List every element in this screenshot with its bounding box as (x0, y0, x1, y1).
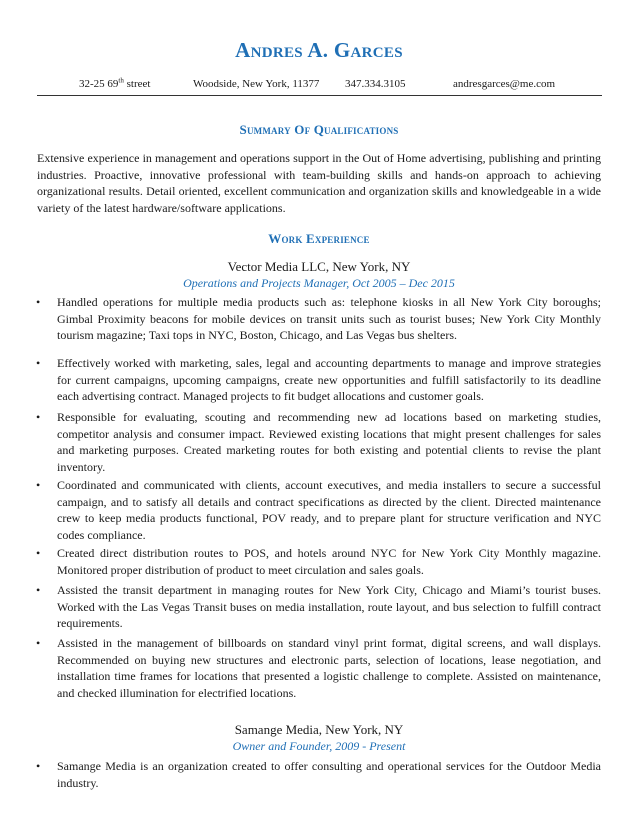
bullet-glyph: • (36, 583, 41, 597)
contact-city: Woodside, New York, 11377 (193, 78, 320, 90)
work-heading: Work Experience (268, 231, 370, 246)
job-bullet: Coordinated and communicated with clients, account executives, and media installers to secure a successful campaign, and to satisfy all details and contract specifications as directed by the client. Directed maintenance crew to keep media products functional, POV ready, and to prepare plant for structure verification and NYC codes compliance. (57, 478, 601, 542)
bullet-glyph: • (36, 356, 41, 370)
job-bullet: Samange Media is an organization created to offer consulting and operational services for the Outdoor Media industry. (57, 759, 601, 790)
job-bullet: Handled operations for multiple media products such as: telephone kiosks in all New York City boroughs; Gimbal Proximity beacons for mobile devices on transit units such as tourist buses; New York City Monthly tourism magazine; Taxi tops in NYC, Boston, Chicago, and Las Vegas bus shelters. (57, 295, 601, 342)
job-company: Vector Media LLC, New York, NY (227, 259, 411, 274)
job-bullet: Created direct distribution routes to POS, and hotels around NYC for New York City Monthly magazine. Monitored proper distribution of product to meet circulation and sales goals. (57, 546, 601, 577)
job-role: Owner and Founder, 2009 - Present (232, 739, 406, 753)
header-divider (37, 95, 602, 96)
job-bullet: Assisted in the management of billboards on standard vinyl print format, digital screens, and wall displays. Recommended on buying new structures and electronic parts, selection of locations, lease negotiation, and installation time frames for locations that presented a logistic challenge to complete. Assisted on maintenance, and checked illumination for electrified locations. (57, 636, 601, 700)
job-bullet: Assisted the transit department in managing routes for New York City, Chicago and Miami’s tourist buses. Worked with the Las Vegas Transit buses on media installation, route layout, and bus selection to fulfill contract requirements. (57, 583, 601, 630)
job-bullet: Effectively worked with marketing, sales, legal and accounting departments to manage and improve strategies for current campaigns, upcoming campaigns, create new opportunities and fulfill satisfactorily to its deadline each advertising contract. Managed projects to fit budget allocations and customer goals. (57, 356, 601, 403)
candidate-name: Andres A. Garces (235, 38, 403, 62)
summary-heading: Summary Of Qualifications (239, 122, 399, 137)
summary-text: Extensive experience in management and operations support in the Out of Home advertising, publishing and printing industries. Proactive, innovative professional with team-building skills and hands-on approach to achieving organizational results. Detail oriented, excellent communication and organization skills and knowledgeable in a wide variety of the latest hardware/software applications. (37, 151, 601, 215)
bullet-glyph: • (36, 546, 41, 560)
bullet-glyph: • (36, 478, 41, 492)
contact-street: 32-25 69th street (79, 76, 151, 90)
bullet-glyph: • (36, 759, 41, 773)
job-bullet: Responsible for evaluating, scouting and recommending new ad locations based on marketing studies, competitor analysis and consumer impact. Reviewed existing locations that might present challenges for sales and marketing purposes. Created marketing routes for both existing and potential clients to revise the plant inventory. (57, 410, 601, 474)
job-role: Operations and Projects Manager, Oct 2005 – Dec 2015 (183, 276, 455, 290)
bullet-glyph: • (36, 636, 41, 650)
bullet-glyph: • (36, 410, 41, 424)
contact-email: andresgarces@me.com (453, 78, 556, 90)
bullet-glyph: • (36, 295, 41, 309)
job-company: Samange Media, New York, NY (234, 722, 404, 737)
contact-phone: 347.334.3105 (345, 78, 406, 90)
